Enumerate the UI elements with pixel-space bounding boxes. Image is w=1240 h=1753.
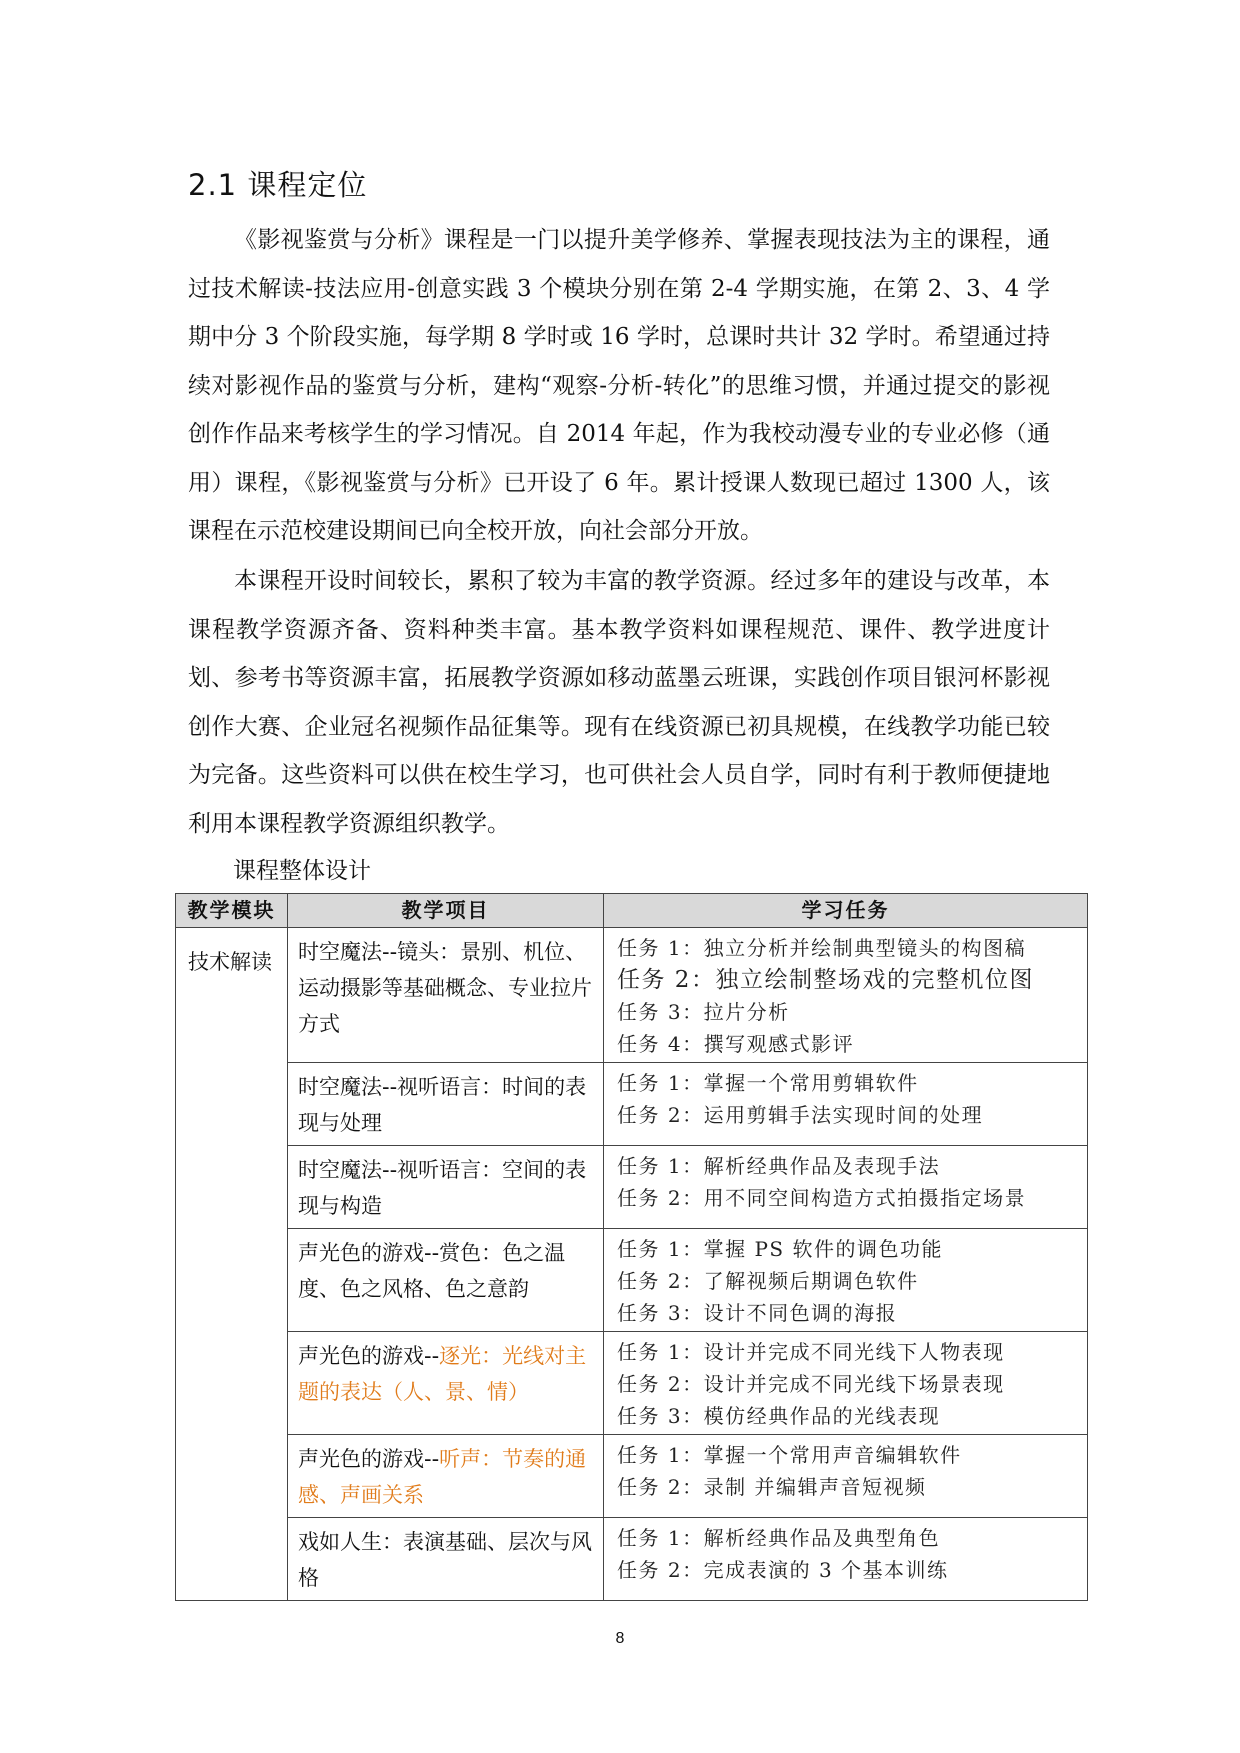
- table-row: [176, 1518, 1088, 1601]
- tasks-cell: [604, 928, 1088, 1063]
- task-item: 任务 2：用不同空间构造方式拍摄指定场景: [617, 1186, 1027, 1210]
- header-tasks: 学习任务: [604, 894, 1088, 928]
- task-item: 任务 2：运用剪辑手法实现时间的处理: [617, 1103, 984, 1127]
- table-row: [176, 1063, 1088, 1146]
- task-item: 任务 2：独立绘制整场戏的完整机位图: [617, 967, 1034, 993]
- table-row: [176, 1435, 1088, 1518]
- task-item: 任务 1：掌握一个常用剪辑软件: [617, 1071, 919, 1095]
- task-item: 任务 1：独立分析并绘制典型镜头的构图稿: [617, 936, 1027, 960]
- project-cell: [288, 1332, 604, 1435]
- project-cell: [288, 1435, 604, 1518]
- project-cell: [288, 1146, 604, 1229]
- project-cell: [288, 928, 604, 1063]
- task-item: 任务 1：解析经典作品及典型角色: [617, 1526, 941, 1550]
- table-caption: 课程整体设计: [233, 858, 371, 884]
- project-text: 声光色的游戏--: [298, 1344, 440, 1368]
- project-text: 时空魔法--镜头：景别、机位、运动摄影等基础概念、专业拉片方式: [298, 940, 592, 1036]
- task-item: 任务 1：设计并完成不同光线下人物表现: [617, 1340, 1005, 1364]
- project-text: 时空魔法--视听语言：时间的表现与处理: [298, 1075, 587, 1135]
- tasks-cell: [604, 1146, 1088, 1229]
- module-cell: 技术解读: [176, 928, 288, 1601]
- task-item: 任务 3：模仿经典作品的光线表现: [617, 1404, 941, 1428]
- table-row: [176, 1146, 1088, 1229]
- task-item: 任务 2：录制 并编辑声音短视频: [617, 1475, 927, 1499]
- task-item: 任务 1：掌握一个常用声音编辑软件: [617, 1443, 962, 1467]
- task-item: 任务 2：了解视频后期调色软件: [617, 1269, 919, 1293]
- section-heading: 2.1 课程定位: [188, 168, 368, 202]
- task-item: 任务 4：撰写观感式影评: [617, 1032, 855, 1056]
- tasks-cell: [604, 1435, 1088, 1518]
- header-project: 教学项目: [288, 894, 604, 928]
- page-number: 8: [615, 1630, 625, 1647]
- project-highlight: 听声：节奏的通感、声画关系: [298, 1447, 587, 1507]
- table-row: [176, 1332, 1088, 1435]
- project-cell: [288, 1229, 604, 1332]
- tasks-cell: [604, 1518, 1088, 1601]
- task-item: 任务 1：解析经典作品及表现手法: [617, 1154, 941, 1178]
- project-cell: [288, 1518, 604, 1601]
- table-header-row: [176, 894, 1088, 928]
- project-highlight: 逐光：光线对主题的表达（人、景、情）: [298, 1344, 587, 1404]
- tasks-cell: [604, 1229, 1088, 1332]
- task-item: 任务 2：设计并完成不同光线下场景表现: [617, 1372, 1005, 1396]
- table-row: [176, 1229, 1088, 1332]
- tasks-cell: [604, 1332, 1088, 1435]
- project-text: 戏如人生：表演基础、层次与风格: [298, 1530, 592, 1590]
- paragraph-2: 本课程开设时间较长，累积了较为丰富的教学资源。经过多年的建设与改革，本课程教学资源齐备、资料种类丰富。基本教学资料如课程规范、课件、教学进度计划、参考书等资源丰富，拓展教学资源如移动蓝墨云班课，实践创作项目银河杯影视创作大赛、企业冠名视频作品征集等。现有在线资源已初具规模，在线教学功能已较为完备。这些资料可以供在校生学习，也可供社会人员自学，同时有利于教师便捷地利用本课程教学资源组织教学。: [188, 568, 1050, 837]
- course-design-table: [175, 893, 1088, 1601]
- table-row: [176, 928, 1088, 1063]
- task-item: 任务 3：拉片分析: [617, 1000, 790, 1024]
- task-item: 任务 2：完成表演的 3 个基本训练: [617, 1558, 949, 1582]
- task-item: 任务 1：掌握 PS 软件的调色功能: [617, 1237, 943, 1261]
- task-item: 任务 3：设计不同色调的海报: [617, 1301, 898, 1325]
- project-text: 声光色的游戏--: [298, 1447, 440, 1471]
- project-text: 时空魔法--视听语言：空间的表现与构造: [298, 1158, 587, 1218]
- project-cell: [288, 1063, 604, 1146]
- project-text: 声光色的游戏--赏色：色之温度、色之风格、色之意韵: [298, 1241, 566, 1301]
- header-module: 教学模块: [176, 894, 288, 928]
- paragraph-1: 《影视鉴赏与分析》课程是一门以提升美学修养、掌握表现技法为主的课程，通过技术解读-技法应用-创意实践 3 个模块分别在第 2-4 学期实施，在第 2、3、4 学期中分 3 个阶段实施，每学期 8 学时或 16 学时，总课时共计 32 学时。希望通过持续对影视作品的鉴赏与分析，建构“观察-分析-转化”的思维习惯，并通过提交的影视创作作品来考核学生的学习情况。自 2014 年起，作为我校动漫专业的专业必修（通用）课程，《影视鉴赏与分析》已开设了 6 年。累计授课人数现已超过 1300 人，该课程在示范校建设期间已向全校开放，向社会部分开放。: [188, 227, 1050, 544]
- tasks-cell: [604, 1063, 1088, 1146]
